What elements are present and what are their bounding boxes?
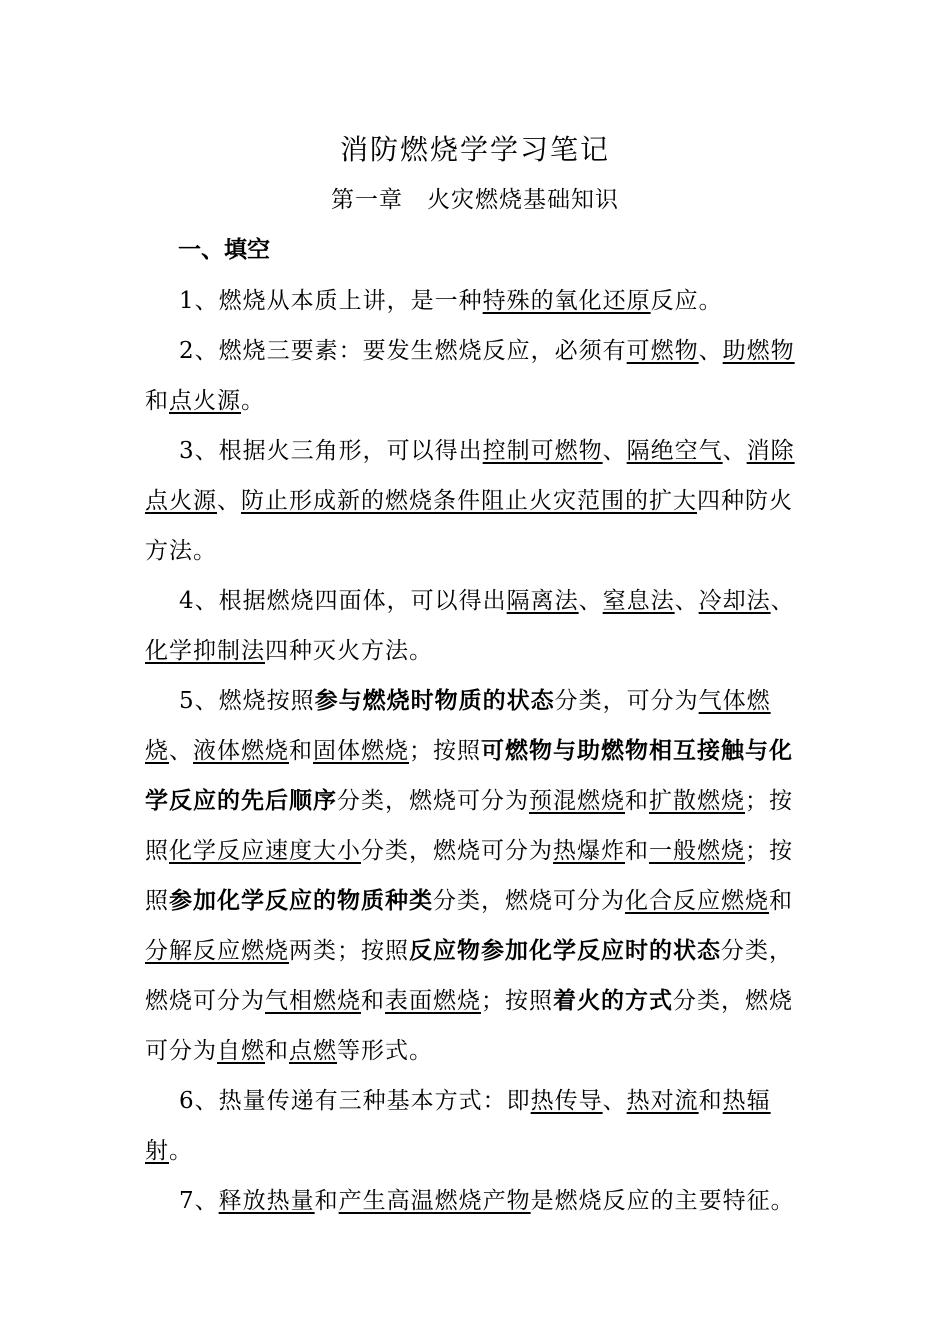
item-text: 和 bbox=[265, 1038, 289, 1064]
answer-blank: 热传导 bbox=[530, 1088, 603, 1114]
item-text: 6、热量传递有三种基本方式：即 bbox=[179, 1088, 531, 1114]
answer-blank: 一般燃烧 bbox=[649, 838, 745, 864]
answer-blank: 热辐射 bbox=[145, 1088, 771, 1164]
item-text: 、 bbox=[722, 438, 747, 464]
answer-blank: 化学抑制法 bbox=[145, 638, 265, 664]
item-text: 、 bbox=[169, 738, 193, 764]
answer-blank: 点火源 bbox=[169, 388, 241, 414]
answer-blank: 热爆炸 bbox=[553, 838, 625, 864]
item-text: 、 bbox=[578, 588, 603, 614]
item-text: 四种防火方法。 bbox=[145, 488, 793, 564]
item-text: 分类，燃烧可分为 bbox=[361, 838, 553, 864]
item-text: 反应。 bbox=[650, 288, 723, 314]
item-text: 和 bbox=[769, 888, 793, 914]
item-text: 是燃烧反应的主要特征。 bbox=[530, 1188, 795, 1214]
fill-in-item-7 bbox=[145, 1176, 810, 1226]
fill-in-item-4 bbox=[145, 576, 810, 676]
bold-criterion: 参与燃烧时物质的状态 bbox=[314, 687, 555, 714]
fill-in-item-5 bbox=[145, 676, 810, 1076]
item-text: 和 bbox=[698, 1088, 723, 1114]
bold-criterion: 可燃物与助燃物相互接触与化学反应的先后顺序 bbox=[145, 737, 793, 814]
item-text: 、 bbox=[602, 438, 627, 464]
answer-blank: 自燃 bbox=[217, 1038, 265, 1064]
answer-blank: 助燃物 bbox=[722, 338, 795, 364]
item-text: 1、燃烧从本质上讲，是一种 bbox=[179, 288, 483, 314]
item-text: 7、 bbox=[179, 1188, 219, 1214]
item-text: 分类，燃烧可分为 bbox=[145, 938, 793, 1014]
answer-blank: 气相燃烧 bbox=[265, 988, 361, 1014]
item-text: 和 bbox=[361, 988, 385, 1014]
answer-blank: 化合反应燃烧 bbox=[625, 888, 769, 914]
item-text: 分类，燃烧可分为 bbox=[145, 988, 793, 1064]
answer-blank: 固体燃烧 bbox=[313, 738, 409, 764]
chapter-heading: 第一章 火灾燃烧基础知识 bbox=[331, 187, 619, 213]
item-text: 四种灭火方法。 bbox=[265, 638, 433, 664]
answer-blank: 产生高温燃烧产物 bbox=[338, 1188, 531, 1214]
item-text: 、 bbox=[602, 1088, 627, 1114]
item-text: 。 bbox=[169, 1138, 193, 1164]
fill-in-item-1 bbox=[145, 276, 810, 326]
section-heading: 一、填空 bbox=[178, 236, 270, 263]
bold-criterion: 参加化学反应的物质种类 bbox=[169, 887, 433, 914]
item-text: 等形式。 bbox=[337, 1038, 433, 1064]
item-text: ；按照 bbox=[145, 838, 793, 914]
answer-blank: 消除点火源 bbox=[145, 438, 795, 514]
fill-in-item-2 bbox=[145, 326, 810, 426]
answer-blank: 气体燃烧 bbox=[145, 688, 771, 764]
item-text: 、 bbox=[674, 588, 699, 614]
item-text: 分类，可分为 bbox=[554, 688, 699, 714]
fill-in-item-3 bbox=[145, 426, 810, 576]
item-text: 分类，燃烧可分为 bbox=[337, 788, 529, 814]
fill-in-item-6 bbox=[145, 1076, 810, 1176]
item-text: ；按照 bbox=[145, 788, 793, 864]
answer-blank: 表面燃烧 bbox=[385, 988, 481, 1014]
answer-blank: 点燃 bbox=[289, 1038, 337, 1064]
item-text: 3、根据火三角形，可以得出 bbox=[179, 438, 483, 464]
item-text: 5、燃烧按照 bbox=[179, 688, 315, 714]
answer-blank: 热对流 bbox=[626, 1088, 699, 1114]
answer-blank: 隔离法 bbox=[506, 588, 579, 614]
answer-blank: 隔绝空气 bbox=[626, 438, 723, 464]
item-text: 两类；按照 bbox=[289, 938, 409, 964]
answer-blank: 液体燃烧 bbox=[193, 738, 289, 764]
answer-blank: 冷却法 bbox=[698, 588, 771, 614]
answer-blank: 化学反应速度大小 bbox=[169, 838, 361, 864]
item-text: 和 bbox=[625, 838, 649, 864]
item-text: 、 bbox=[770, 588, 795, 614]
answer-blank: 扩散燃烧 bbox=[649, 788, 745, 814]
item-text: 、 bbox=[698, 338, 723, 364]
answer-blank: 预混燃烧 bbox=[529, 788, 625, 814]
item-text: ；按照 bbox=[409, 738, 481, 764]
item-text: 和 bbox=[289, 738, 313, 764]
answer-blank: 控制可燃物 bbox=[482, 438, 603, 464]
answer-blank: 窒息法 bbox=[602, 588, 675, 614]
item-text: 2、燃烧三要素：要发生燃烧反应，必须有 bbox=[179, 338, 627, 364]
bold-criterion: 着火的方式 bbox=[553, 987, 673, 1014]
item-text: 。 bbox=[241, 388, 265, 414]
item-text: 、 bbox=[217, 488, 241, 514]
answer-blank: 释放热量 bbox=[218, 1188, 315, 1214]
page-title: 消防燃烧学学习笔记 bbox=[339, 133, 610, 166]
bold-criterion: 反应物参加化学反应时的状态 bbox=[409, 937, 721, 964]
item-text: 和 bbox=[625, 788, 649, 814]
item-text: 和 bbox=[145, 388, 169, 414]
item-text: 分类，燃烧可分为 bbox=[433, 888, 625, 914]
answer-blank: 可燃物 bbox=[626, 338, 699, 364]
fill-in-items bbox=[145, 276, 810, 1226]
answer-blank: 防止形成新的燃烧条件阻止火灾范围的扩大 bbox=[241, 488, 697, 514]
item-text: 4、根据燃烧四面体，可以得出 bbox=[179, 588, 507, 614]
answer-blank: 特殊的氧化还原 bbox=[482, 288, 651, 314]
item-text: 和 bbox=[314, 1188, 339, 1214]
item-text: ；按照 bbox=[481, 988, 553, 1014]
answer-blank: 分解反应燃烧 bbox=[145, 938, 289, 964]
